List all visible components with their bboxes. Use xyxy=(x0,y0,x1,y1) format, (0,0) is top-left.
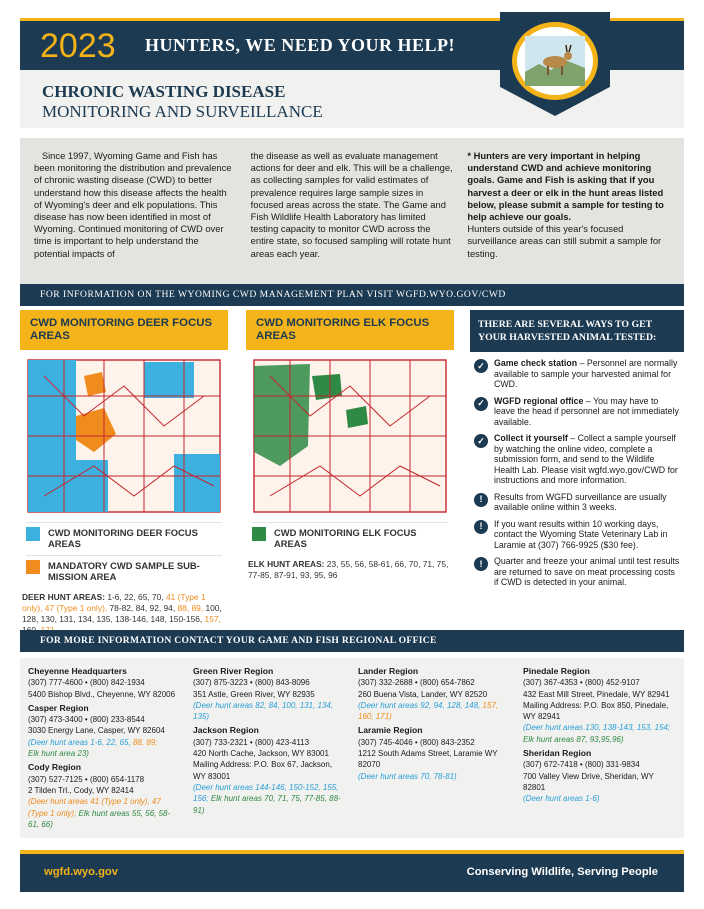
deer-areas: (Deer hunt areas 1-6, 22, 65, xyxy=(28,737,131,747)
footer xyxy=(20,850,684,892)
way-item xyxy=(474,492,680,513)
exclamation-icon: ! xyxy=(474,557,488,571)
region-mailing: Mailing Address: P.O. Box 850, Pinedale, WY 82941 xyxy=(523,700,669,722)
cwd-plan-link[interactable]: FOR INFORMATION ON THE WYOMING CWD MANAGEMENT PLAN VISIT WGFD.WYO.GOV/CWD xyxy=(20,284,684,306)
way-text: Quarter and freeze your animal until test results are returned to save on meat processing costs if CWD is detected in your animal. xyxy=(494,556,680,587)
region-name: Jackson Region xyxy=(193,725,259,736)
deer-hunt-d: 88, 89, xyxy=(177,603,204,613)
green-swatch xyxy=(252,527,266,541)
region-name: Sheridan Region xyxy=(523,748,592,759)
region-address: 5400 Bishop Blvd., Cheyenne, WY 82006 xyxy=(28,689,176,699)
way-text: If you want results within 10 working days, contact the Wyoming State Veterinary Lab in Laramie at (307) 766-9925 ($30 fee). xyxy=(494,518,668,550)
deer-hunt-f: 157, xyxy=(204,614,221,624)
elk-map-graphic xyxy=(250,356,450,516)
deer-legend-mandatory xyxy=(26,555,222,582)
check-icon: ✓ xyxy=(474,434,488,448)
deer-areas: (Deer hunt areas 70, 78-81) xyxy=(358,771,457,781)
deer-hunt-b: 41 (Type 1 only), 47 (Type 1 only), xyxy=(22,592,206,613)
blue-swatch xyxy=(26,527,40,541)
intro-text-3: Hunters outside of this year's focused surveillance areas can still submit a sample for testing. xyxy=(467,223,662,259)
website-link[interactable]: wgfd.wyo.gov xyxy=(44,866,118,878)
region-address: 351 Astle, Green River, WY 82935 xyxy=(193,689,315,699)
tagline: Conserving Wildlife, Serving People xyxy=(466,866,658,878)
deer-legend-mandatory-label: MANDATORY CWD SAMPLE SUB-MISSION AREA xyxy=(48,560,200,582)
region-address: 2 Tilden Trl., Cody, WY 82414 xyxy=(28,785,134,795)
deer-areas: (Deer hunt areas 82, 84, 100, 131, 134, 135) xyxy=(193,700,334,722)
contact-col-3 xyxy=(358,666,511,830)
way-title: WGFD regional office xyxy=(494,395,584,406)
intro-col-2 xyxy=(251,150,454,272)
way-text: – You may have to leave the head if personnel are not immediately available. xyxy=(494,395,679,427)
region-address: 700 Valley View Drive, Sheridan, WY 82801 xyxy=(523,771,654,792)
way-title: Game check station xyxy=(494,358,578,368)
region-phone: (307) 367-4353 • (800) 452-9107 xyxy=(523,678,640,688)
way-title: Collect it yourself xyxy=(494,433,568,443)
deer-hunt-c: 78-82, 84, 92, 94, xyxy=(109,603,176,613)
region-address: 3030 Energy Lane, Casper, WY 82604 xyxy=(28,726,165,736)
contact-col-4 xyxy=(523,666,676,830)
way-text: Results from WGFD surveillance are usually available online within 3 weeks. xyxy=(494,491,667,512)
deer-map xyxy=(24,356,224,516)
way-item xyxy=(474,358,680,390)
antelope-icon xyxy=(525,36,585,86)
deer-legend-focus-label: CWD MONITORING DEER FOCUS AREAS xyxy=(48,527,198,549)
deer-hunt-a: 1-6, 22, 65, 70, xyxy=(107,592,164,602)
elk-heading: CWD MONITORING ELK FOCUS AREAS xyxy=(246,310,454,350)
contact-col-1 xyxy=(28,666,181,830)
intro-section xyxy=(20,138,684,284)
deer-areas: (Deer hunt areas 144-146, 150-152, 155, 156; xyxy=(193,782,339,804)
elk-panel xyxy=(246,310,454,602)
page-title: CHRONIC WASTING DISEASE xyxy=(42,82,286,101)
way-item xyxy=(474,556,680,588)
elk-hunt-areas xyxy=(246,555,454,585)
region-phone: (307) 332-2688 • (800) 654-7862 xyxy=(358,678,475,688)
elk-areas: Elk hunt areas 70, 71, 75, 77-85, 88-91) xyxy=(193,794,341,815)
region-name: Pinedale Region xyxy=(523,666,590,676)
intro-text-1: Since 1997, Wyoming Game and Fish has been monitoring the distribution and prevalence of chronic wasting disease (CWD) to better understand how this disease affects the health of Wyoming's deer and elk populations. This disease has now been identified in most of Wyoming. Continued monitoring of CWD over time is important to help understand the potential impacts of xyxy=(34,150,232,259)
deer-hunt-e: 100, 128, 130, 131, 134, 135, 138-146, 148, 150-156, xyxy=(22,603,222,624)
deer-areas: (Deer hunt areas 92, 94, 128, 148, xyxy=(358,700,481,710)
region-address: 432 East Mill Street, Pinedale, WY 82941 xyxy=(523,689,670,699)
region-name: Green River Region xyxy=(193,666,274,676)
elk-hunt-label: ELK HUNT AREAS: xyxy=(248,559,325,569)
region-mailing: Mailing Address: P.O. Box 67, Jackson, WY 83001 xyxy=(193,760,333,781)
deer-areas-mandatory: (Deer hunt areas 41 (Type 1 only), 47 (Type 1 only); xyxy=(28,797,161,818)
region-phone: (307) 777-4600 • (800) 842-1934 xyxy=(28,678,145,688)
way-text: – Personnel are normally available to sample your harvested animal for CWD. xyxy=(494,358,678,389)
deer-areas-mandatory: 160, 171) xyxy=(358,712,392,722)
region-name: Casper Region xyxy=(28,702,89,713)
region-phone: (307) 672-7418 • (800) 331-9834 xyxy=(523,760,640,770)
elk-areas: Elk hunt areas 87, 93,95,96) xyxy=(523,734,624,744)
check-icon: ✓ xyxy=(474,359,488,373)
region-name: Cheyenne Headquarters xyxy=(28,666,127,676)
contact-heading: FOR MORE INFORMATION CONTACT YOUR GAME AND FISH REGIONAL OFFICE xyxy=(20,630,684,652)
page xyxy=(20,18,684,891)
deer-areas-mandatory: 157, xyxy=(482,700,499,710)
deer-hunt-label: DEER HUNT AREAS: xyxy=(22,592,105,602)
orange-swatch xyxy=(26,560,40,574)
region-phone: (307) 875-3223 • (800) 843-8096 xyxy=(193,678,310,688)
deer-legend-focus xyxy=(26,522,222,549)
region-phone: (307) 527-7125 • (800) 654-1178 xyxy=(28,774,145,784)
way-item xyxy=(474,519,680,551)
region-address: 260 Buena Vista, Lander, WY 82520 xyxy=(358,689,488,699)
deer-panel xyxy=(20,310,228,624)
elk-legend-focus xyxy=(252,522,448,549)
region-name: Cody Region xyxy=(28,762,81,773)
region-name: Laramie Region xyxy=(358,725,423,736)
deer-map-graphic xyxy=(24,356,224,516)
region-phone: (307) 473-3400 • (800) 233-8544 xyxy=(28,715,145,725)
region-address: 420 North Cache, Jackson, WY 83001 xyxy=(193,749,329,759)
intro-text-2: the disease as well as evaluate management actions for deer and elk. This will be a challenge, as collecting samples for valid estimates of prevalence requires large sample sizes in focused areas across the state. The Game and Fish Wildlife Health Laboratory has limited testing capacity to monitor CWD across the entire state, so focused sampling will rotate hunt areas each year. xyxy=(250,150,453,259)
exclamation-icon: ! xyxy=(474,493,488,507)
check-icon: ✓ xyxy=(474,397,488,411)
intro-highlight: * Hunters are very important in helping understand CWD and achieve monitoring goals. Game and Fish is asking that if you harvest a deer or elk in the hunt areas listed below, please submit a sample for testing to help achieve our goals. xyxy=(467,150,664,223)
wgfd-logo xyxy=(512,22,598,100)
elk-map xyxy=(250,356,450,516)
region-phone: (307) 733-2321 • (800) 423-4113 xyxy=(193,737,310,747)
deer-areas-mandatory: 88, 89; xyxy=(132,737,158,747)
testing-options-panel xyxy=(470,310,684,610)
deer-heading: CWD MONITORING DEER FOCUS AREAS xyxy=(20,310,228,350)
way-text: – Collect a sample yourself by watching the online video, complete a submission form, and send to the Wildlife Health Lab. Please visit wgfd.wyo.gov/CWD for instructions and more information. xyxy=(494,433,678,485)
header-title: HUNTERS, WE NEED YOUR HELP! xyxy=(145,35,456,55)
way-item xyxy=(474,433,680,486)
regional-offices xyxy=(20,658,684,838)
intro-col-1 xyxy=(34,150,237,272)
deer-areas: (Deer hunt areas 130, 138-143, 153, 154; xyxy=(523,723,671,733)
region-phone: (307) 745-4046 • (800) 843-2352 xyxy=(358,737,475,747)
intro-col-3 xyxy=(467,150,670,272)
year: 2023 xyxy=(40,27,116,65)
elk-areas: Elk hunt area 23) xyxy=(28,749,89,759)
elk-legend-focus-label: CWD MONITORING ELK FOCUS AREAS xyxy=(274,527,417,549)
exclamation-icon: ! xyxy=(474,520,488,534)
region-name: Lander Region xyxy=(358,666,419,676)
way-item xyxy=(474,396,680,428)
deer-areas: (Deer hunt areas 1-6) xyxy=(523,794,600,804)
page-subtitle: MONITORING AND SURVEILLANCE xyxy=(42,102,323,121)
region-address: 1212 South Adams Street, Laramie WY 82070 xyxy=(358,749,498,770)
elk-areas: Elk hunt areas 55, 56, 58-61, 66) xyxy=(28,808,171,829)
contact-col-2 xyxy=(193,666,346,830)
testing-options-heading: THERE ARE SEVERAL WAYS TO GET YOUR HARVESTED ANIMAL TESTED: xyxy=(470,310,684,352)
elk-hunt-list: 23, 55, 56, 58-61, 66, 70, 71, 75, 77-85, 87-91, 93, 95, 96 xyxy=(248,559,449,580)
